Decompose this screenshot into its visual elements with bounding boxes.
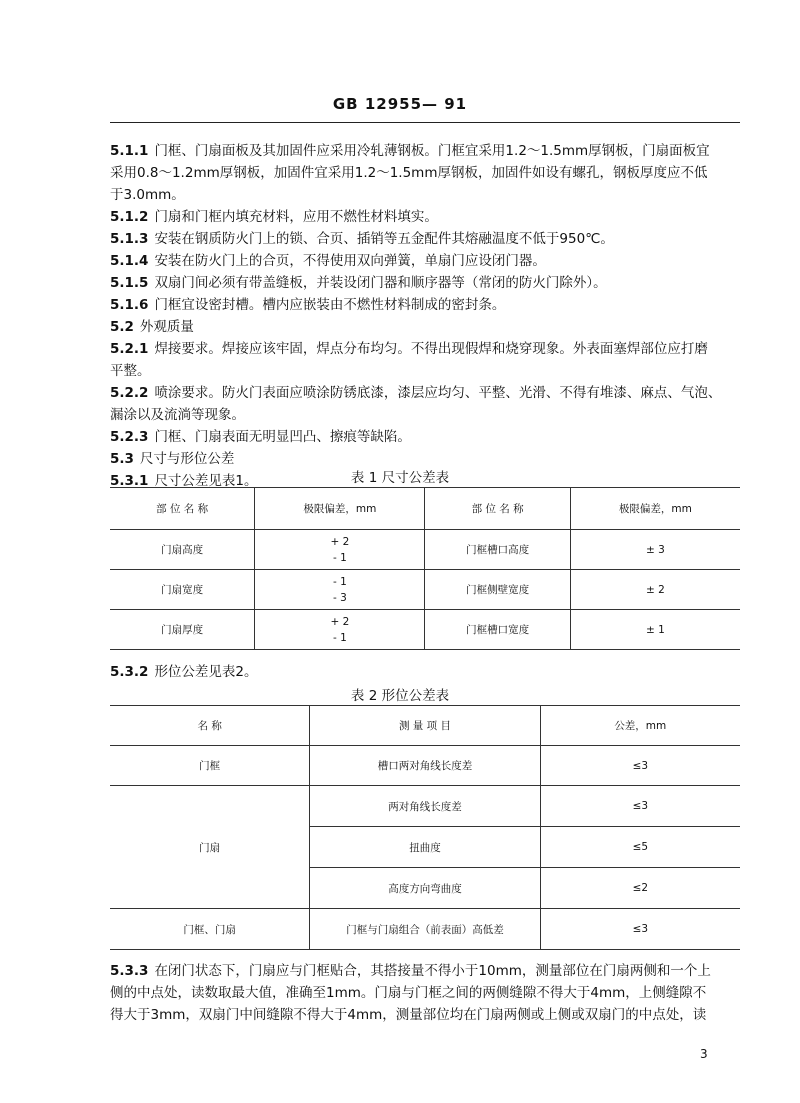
upper-deviation: + 2 [330, 615, 350, 628]
para-5-2-1-line1 [110, 338, 745, 360]
table-row [110, 610, 740, 650]
part-name: 门扇宽度 [110, 570, 255, 610]
table2-caption: 表 2 形位公差表 [350, 688, 450, 704]
limit-deviation: ± 2 [570, 570, 740, 610]
table1-dimension-tolerances [110, 487, 740, 650]
column-header: 名 称 [110, 706, 310, 746]
column-header: 公差，mm [540, 706, 740, 746]
para-text: 门框、门扇表面无明显凹凸、擦痕等缺陷。 [154, 429, 411, 445]
column-header: 测 量 项 目 [310, 706, 540, 746]
limit-deviation [255, 610, 425, 650]
para-5-1-1-line2: 采用0.8～1.2mm厚钢板，加固件宜采用1.2～1.5mm厚钢板，加固件如设有螺孔，钢板厚度应不低 [110, 165, 708, 181]
column-header: 极限偏差，mm [255, 488, 425, 530]
page-number: 3 [700, 1047, 708, 1061]
para-5-2-1-line2: 平整。 [110, 363, 151, 379]
table-row [110, 909, 740, 950]
para-text: 安装在钢质防火门上的锁、合页、插销等五金配件其熔融温度不低于950℃。 [154, 231, 614, 247]
limit-deviation: ± 3 [570, 530, 740, 570]
para-text: 门框、门扇面板及其加固件应采用冷轧薄钢板。门框宜采用1.2～1.5mm厚钢板，门扇面板宜 [154, 143, 710, 159]
tolerance-value: ≤3 [540, 909, 740, 950]
column-header: 极限偏差，mm [570, 488, 740, 530]
clause-number: 5.3.1 [110, 473, 149, 489]
clause-number: 5.2 [110, 319, 134, 335]
para-5-3-3-line3: 得大于3mm，双扇门中间缝隙不得大于4mm，测量部位均在门扇两侧或上侧或双扇门的中点处，读 [110, 1007, 707, 1023]
clause-number: 5.2.3 [110, 429, 149, 445]
clause-number: 5.1.6 [110, 297, 149, 313]
para-5-2-3 [110, 426, 745, 448]
tolerance-value: ≤2 [540, 868, 740, 909]
lower-deviation: - 3 [332, 591, 347, 604]
lower-deviation: - 1 [332, 631, 347, 644]
table2-form-position-tolerances [110, 705, 740, 950]
para-text: 尺寸公差见表1。 [154, 473, 258, 489]
column-header: 部 位 名 称 [425, 488, 570, 530]
table-row [110, 570, 740, 610]
para-5-2-2-line1 [110, 382, 745, 404]
measurement-item: 槽口两对角线长度差 [310, 746, 540, 786]
para-text: 双扇门间必须有带盖缝板，并装设闭门器和顺序器等（常闭的防火门除外）。 [154, 275, 607, 291]
part-name: 门框槽口高度 [425, 530, 570, 570]
measurement-item: 高度方向弯曲度 [310, 868, 540, 909]
part-name: 门框侧壁宽度 [425, 570, 570, 610]
para-5-2-2-line2: 漏涂以及流淌等现象。 [110, 407, 245, 423]
para-5-3-2 [110, 661, 745, 683]
section-5-2-heading [110, 316, 745, 338]
para-text: 喷涂要求。防火门表面应喷涂防锈底漆，漆层应均匀、平整、光滑、不得有堆漆、麻点、气泡、 [154, 385, 722, 401]
para-5-1-3 [110, 228, 745, 250]
column-header: 部 位 名 称 [110, 488, 255, 530]
para-5-1-4 [110, 250, 745, 272]
clause-number: 5.3.3 [110, 963, 149, 979]
limit-deviation [255, 530, 425, 570]
clause-number: 5.1.2 [110, 209, 149, 225]
table-row [110, 786, 740, 827]
part-name: 门扇高度 [110, 530, 255, 570]
para-5-3-3-line1 [110, 960, 745, 982]
clause-number: 5.1.5 [110, 275, 149, 291]
para-text: 门框宜设密封槽。槽内应嵌装由不燃性材料制成的密封条。 [154, 297, 506, 313]
upper-deviation: - 1 [332, 575, 347, 588]
para-5-1-1-line1 [110, 140, 745, 162]
tolerance-value: ≤5 [540, 827, 740, 868]
measurement-item: 扭曲度 [310, 827, 540, 868]
clause-number: 5.3.2 [110, 664, 149, 680]
part-name: 门框槽口宽度 [425, 610, 570, 650]
limit-deviation [255, 570, 425, 610]
part-name: 门扇厚度 [110, 610, 255, 650]
para-text: 门扇和门框内填充材料，应用不燃性材料填实。 [154, 209, 438, 225]
table-row [110, 530, 740, 570]
table-header-row [110, 488, 740, 530]
header-rule [110, 122, 740, 123]
clause-number: 5.1.3 [110, 231, 149, 247]
measurement-item: 两对角线长度差 [310, 786, 540, 827]
clause-number: 5.3 [110, 451, 134, 467]
para-5-1-1-line3: 于3.0mm。 [110, 187, 185, 203]
component-name: 门框 [110, 746, 310, 786]
component-name: 门框、门扇 [110, 909, 310, 950]
para-text: 安装在防火门上的合页，不得使用双向弹簧，单扇门应设闭门器。 [154, 253, 546, 269]
clause-number: 5.2.1 [110, 341, 149, 357]
para-5-3-3-line2: 侧的中点处，读数取最大值，准确至1mm。门扇与门框之间的两侧缝隙不得大于4mm，上侧缝隙不 [110, 985, 707, 1001]
section-title: 尺寸与形位公差 [139, 451, 235, 467]
limit-deviation: ± 1 [570, 610, 740, 650]
para-text: 焊接要求。焊接应该牢固，焊点分布均匀。不得出现假焊和烧穿现象。外表面塞焊部位应打磨 [154, 341, 708, 357]
para-5-1-2 [110, 206, 745, 228]
measurement-item: 门框与门扇组合（前表面）高低差 [310, 909, 540, 950]
para-text: 形位公差见表2。 [154, 664, 258, 680]
lower-deviation: - 1 [332, 551, 347, 564]
table1-caption: 表 1 尺寸公差表 [350, 470, 450, 486]
para-5-1-5 [110, 272, 745, 294]
clause-number: 5.2.2 [110, 385, 149, 401]
upper-deviation: + 2 [330, 535, 350, 548]
section-title: 外观质量 [139, 319, 194, 335]
tolerance-value: ≤3 [540, 746, 740, 786]
clause-number: 5.1.1 [110, 143, 149, 159]
clause-number: 5.1.4 [110, 253, 149, 269]
component-name: 门扇 [110, 786, 310, 909]
para-text: 在闭门状态下，门扇应与门框贴合，其搭接量不得小于10mm，测量部位在门扇两侧和一个上 [154, 963, 711, 979]
para-5-1-6 [110, 294, 745, 316]
table-header-row [110, 706, 740, 746]
standard-header: GB 12955— 91 [332, 95, 468, 113]
tolerance-value: ≤3 [540, 786, 740, 827]
table-row [110, 746, 740, 786]
